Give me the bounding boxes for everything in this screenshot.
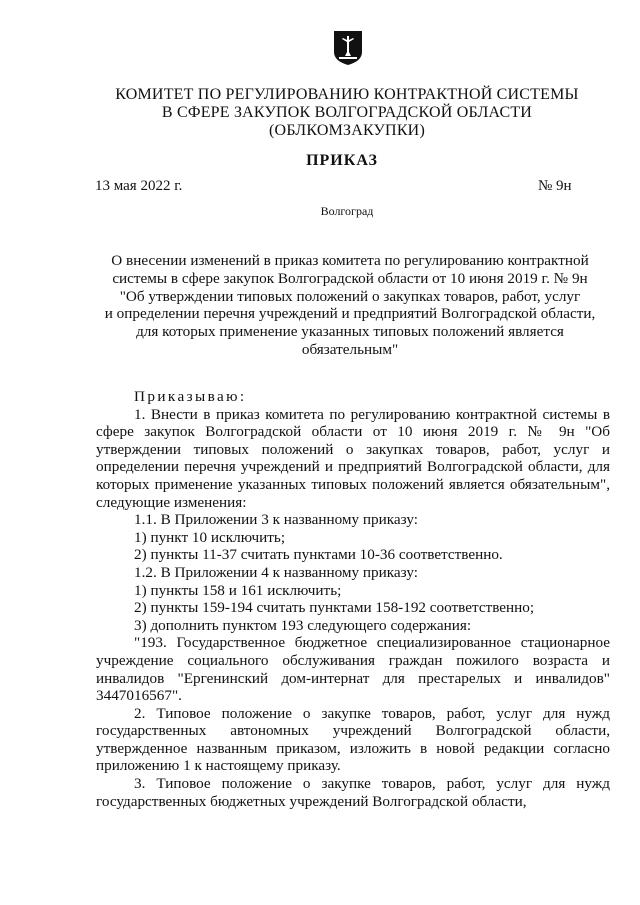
list-item: 1) пункты 158 и 161 исключить;	[134, 581, 342, 599]
coat-of-arms-icon	[333, 30, 363, 66]
committee-line: (ОБЛКОМЗАКУПКИ)	[269, 122, 425, 139]
list-item: 1) пункт 10 исключить;	[134, 528, 286, 546]
document-number: № 9н	[538, 178, 572, 194]
list-item: 2) пункты 159-194 считать пунктами 158-192 соответственно;	[134, 599, 535, 617]
list-item: 3) дополнить пунктом 193 следующего содержания:	[134, 616, 472, 634]
committee-line: В СФЕРЕ ЗАКУПОК ВОЛГОГРАДСКОЙ ОБЛАСТИ	[161, 104, 533, 121]
subject-line: для которых применение указанных типовых положений является	[136, 323, 564, 341]
document-body	[96, 388, 610, 810]
paragraph-1: 1. Внести в приказ комитета по регулированию контрактной системы в сфере закупок Волгоградской области от 10 июня 2019 г. № 9н "Об утверждении типовых положений о закупках товаров, работ, услуг и определении перечня учреждений и предприятий Волгоградской области, для которых применение указанных типовых положений является обязательным", следующие изменения:	[96, 405, 610, 511]
committee-name	[0, 86, 640, 140]
subject-line: О внесении изменений в приказ комитета по регулированию контрактной	[111, 252, 589, 269]
quoted-item: "193. Государственное бюджетное специализированное стационарное учреждение социального обслуживания граждан пожилого возраста и инвалидов "Ергенинский дом-интернат для престарелых и инвалидов" 3447016567".	[96, 634, 610, 705]
document-date: 13 мая 2022 г.	[95, 178, 183, 194]
paragraph-1-1: 1.1. В Приложении 3 к названному приказу:	[134, 511, 418, 529]
subject-line: обязательным"	[301, 340, 399, 358]
document-title: ПРИКАЗ	[306, 152, 378, 169]
committee-line: КОМИТЕТ ПО РЕГУЛИРОВАНИЮ КОНТРАКТНОЙ СИСТЕМЫ	[115, 86, 579, 103]
document-subject	[100, 252, 600, 359]
paragraph-3: 3. Типовое положение о закупке товаров, работ, услуг для нужд государственных бюджетных учреждений Волгоградской области,	[96, 775, 610, 810]
document-city: Волгоград	[320, 204, 374, 218]
paragraph-1-2: 1.2. В Приложении 4 к названному приказу:	[134, 563, 418, 581]
order-lead: Приказываю:	[134, 388, 247, 405]
paragraph-2: 2. Типовое положение о закупке товаров, работ, услуг для нужд государственных автономных учреждений Волгоградской области, утвержденное названным приказом, изложить в новой редакции согласно приложению 1 к настоящему приказу.	[96, 704, 610, 775]
subject-line: "Об утверждении типовых положений о закупках товаров, работ, услуг	[119, 287, 581, 305]
subject-line: и определении перечня учреждений и предприятий Волгоградской области,	[104, 305, 596, 323]
list-item: 2) пункты 11-37 считать пунктами 10-36 соответственно.	[134, 546, 503, 564]
subject-line: системы в сфере закупок Волгоградской области от 10 июня 2019 г. № 9н	[112, 269, 588, 287]
